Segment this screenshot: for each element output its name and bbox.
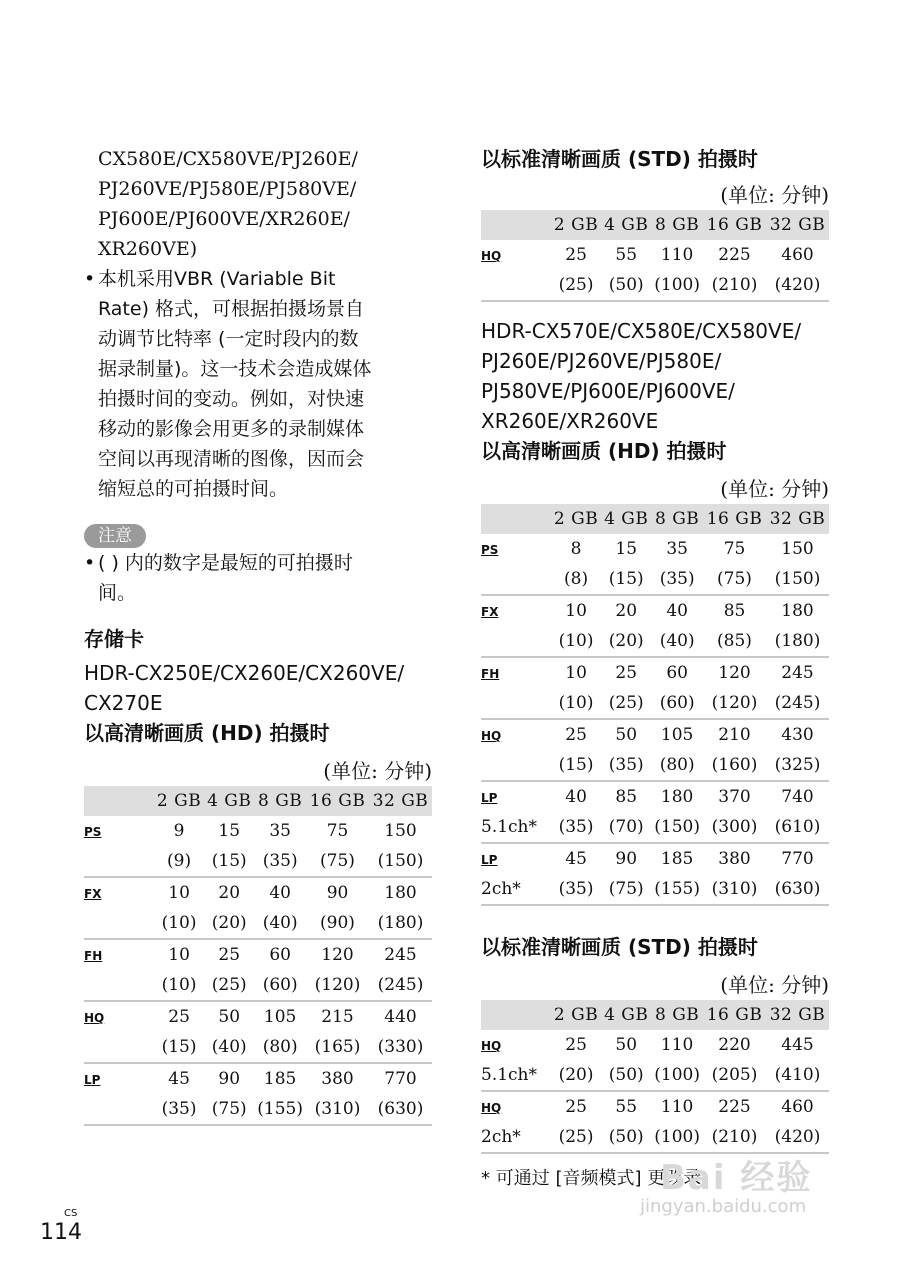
mode-cell: [481, 843, 551, 874]
min-duration-cell: (15): [154, 1032, 204, 1063]
mode-cell: [481, 1091, 551, 1122]
mode-hq-icon: HQ: [84, 1011, 105, 1025]
min-duration-cell: (80): [651, 750, 703, 781]
column-header: 32 GB: [766, 210, 829, 240]
mode-ps-icon: PS: [481, 543, 499, 557]
mode-cell: [481, 240, 551, 270]
duration-cell: 245: [384, 945, 417, 965]
duration-cell: 25: [168, 1007, 190, 1027]
page-lang: CS: [64, 1208, 78, 1219]
table-row: [481, 595, 829, 626]
mode-hq-icon: HQ: [481, 1101, 502, 1115]
mode-sub-cell: [84, 1032, 154, 1063]
hd-heading: 以高清晰画质 (HD) 拍摄时: [84, 721, 330, 745]
min-duration-cell: (60): [254, 970, 306, 1001]
std-heading: 以标准清晰画质 (STD) 拍摄时: [481, 147, 758, 171]
duration-cell: 10: [168, 883, 190, 903]
table-row: [481, 781, 829, 812]
unit-label: (单位: 分钟): [720, 477, 829, 501]
duration-cell: 35: [269, 821, 291, 841]
column-header: 8 GB: [651, 504, 703, 534]
duration-cell: 120: [321, 945, 354, 965]
mode-sub-cell: [481, 688, 551, 719]
header-corner: [481, 210, 551, 240]
min-duration-cell: (35): [154, 1094, 204, 1125]
mode-fx-icon: FX: [481, 605, 499, 619]
right-column: [481, 0, 829, 1194]
min-duration-cell: (310): [306, 1094, 369, 1125]
mode-sub-cell: [84, 1094, 154, 1125]
min-duration-cell: (90): [306, 908, 369, 939]
duration-cell: 9: [173, 821, 185, 841]
duration-cell: 85: [723, 601, 746, 621]
mode-lp-icon: LP: [84, 1073, 101, 1087]
table-header-row: [481, 1000, 829, 1030]
text-line: 动调节比特率 (一定时段内的数: [98, 328, 359, 350]
table-row: [481, 688, 829, 719]
text-line: HDR-CX250E/CX260E/CX260VE/: [84, 661, 405, 685]
min-duration-cell: (25): [551, 270, 601, 301]
duration-cell: 50: [615, 1035, 638, 1055]
text-line: CX270E: [84, 691, 163, 715]
duration-cell: 380: [321, 1069, 354, 1089]
min-duration-cell: (50): [601, 1060, 651, 1091]
mode-cell: [481, 719, 551, 750]
min-duration-cell: (100): [651, 1122, 703, 1153]
duration-cell: 245: [781, 663, 814, 683]
duration-cell: 8: [570, 539, 582, 559]
duration-cell: 185: [263, 1069, 297, 1089]
table-row: [481, 750, 829, 781]
min-duration-cell: (35): [551, 812, 601, 843]
min-duration-cell: (15): [204, 846, 254, 877]
mode-cell: [481, 534, 551, 564]
duration-cell: 90: [326, 883, 349, 903]
duration-cell: 55: [615, 1097, 638, 1117]
min-duration-cell: (75): [204, 1094, 254, 1125]
mode-cell: [481, 1030, 551, 1060]
table-row: [481, 657, 829, 688]
duration-cell: 60: [666, 663, 688, 683]
table-row: [481, 719, 829, 750]
column-header: 8 GB: [651, 1000, 703, 1030]
table-row: [481, 240, 829, 270]
model-list: [481, 316, 829, 436]
vbr-bullet: [84, 264, 432, 504]
min-duration-cell: (150): [651, 812, 703, 843]
duration-cell: 75: [326, 821, 349, 841]
mode-sub-cell: [481, 812, 551, 843]
mode-hq-icon: HQ: [481, 729, 502, 743]
min-duration-cell: (205): [703, 1060, 766, 1091]
mode-sub-cell: [481, 564, 551, 595]
duration-cell: 150: [384, 821, 417, 841]
header-corner: [84, 786, 154, 816]
min-duration-cell: (300): [703, 812, 766, 843]
duration-cell: 25: [565, 725, 587, 745]
min-duration-cell: (165): [306, 1032, 369, 1063]
text-line: XR260VE): [98, 238, 198, 260]
mode-sub-cell: [84, 908, 154, 939]
duration-cell: 45: [168, 1069, 190, 1089]
mode-sub-cell: [481, 270, 551, 301]
min-duration-cell: (310): [703, 874, 766, 905]
table-header-row: [84, 786, 432, 816]
duration-cell: 50: [218, 1007, 241, 1027]
min-duration-cell: (10): [154, 970, 204, 1001]
duration-cell: 180: [384, 883, 417, 903]
duration-cell: 75: [723, 539, 746, 559]
unit-label: (单位: 分钟): [323, 759, 432, 783]
std-table-1: [481, 210, 829, 302]
duration-cell: 370: [718, 787, 751, 807]
mode-sub-cell: [481, 1122, 551, 1153]
duration-cell: 460: [781, 1097, 814, 1117]
table-row: [84, 1001, 432, 1032]
mode-cell: [481, 657, 551, 688]
text-line: ( ) 内的数字是最短的可拍摄时: [98, 552, 353, 574]
mode-ps-icon: PS: [84, 825, 102, 839]
duration-cell: 110: [660, 245, 694, 265]
min-duration-cell: (180): [766, 626, 829, 657]
text-line: 缩短总的可拍摄时间。: [98, 478, 289, 500]
mode-sub-cell: [84, 846, 154, 877]
duration-cell: 150: [781, 539, 814, 559]
note-section: [84, 524, 432, 548]
table-header-row: [481, 210, 829, 240]
mode-sub-cell: [481, 1060, 551, 1091]
min-duration-cell: (100): [651, 1060, 703, 1091]
text-line: 间。: [98, 582, 137, 604]
duration-cell: 10: [168, 945, 190, 965]
mode-sub-cell: [481, 626, 551, 657]
duration-cell: 105: [263, 1007, 297, 1027]
mode-cell: [84, 1063, 154, 1094]
column-header: 16 GB: [703, 210, 766, 240]
min-duration-cell: (10): [551, 626, 601, 657]
duration-cell: 85: [615, 787, 638, 807]
min-duration-cell: (630): [766, 874, 829, 905]
duration-cell: 445: [781, 1035, 814, 1055]
audio-channel-label: 5.1ch*: [481, 1065, 538, 1085]
table-row: [481, 1122, 829, 1153]
duration-cell: 25: [218, 945, 241, 965]
duration-cell: 55: [615, 245, 638, 265]
min-duration-cell: (245): [766, 688, 829, 719]
column-header: 4 GB: [601, 1000, 651, 1030]
hd-table-right: [481, 504, 829, 906]
min-duration-cell: (180): [369, 908, 432, 939]
min-duration-cell: (70): [601, 812, 651, 843]
min-duration-cell: (75): [306, 846, 369, 877]
min-duration-cell: (120): [703, 688, 766, 719]
model-continuation: [84, 144, 432, 264]
min-duration-cell: (155): [254, 1094, 306, 1125]
text-line: PJ600E/PJ600VE/XR260E/: [98, 208, 350, 230]
duration-cell: 740: [781, 787, 814, 807]
mode-fh-icon: FH: [84, 949, 103, 963]
hd-table-left: [84, 786, 432, 1126]
std-heading: 以标准清晰画质 (STD) 拍摄时: [481, 935, 758, 959]
table-row: [84, 970, 432, 1001]
column-header: 32 GB: [369, 786, 432, 816]
table-row: [84, 1063, 432, 1094]
table-row: [481, 534, 829, 564]
duration-cell: 220: [718, 1035, 751, 1055]
text-line: PJ260VE/PJ580E/PJ580VE/: [98, 178, 357, 200]
text-line: 空间以再现清晰的图像，因而会: [98, 448, 365, 470]
column-header: 2 GB: [154, 786, 204, 816]
column-header: 32 GB: [766, 504, 829, 534]
mode-fx-icon: FX: [84, 887, 102, 901]
min-duration-cell: (40): [204, 1032, 254, 1063]
duration-cell: 40: [666, 601, 688, 621]
mode-cell: [84, 939, 154, 970]
min-duration-cell: (40): [651, 626, 703, 657]
bullet-dot: •: [84, 552, 96, 574]
min-duration-cell: (20): [204, 908, 254, 939]
duration-cell: 770: [384, 1069, 417, 1089]
text-line: 拍摄时间的变动。例如，对快速: [98, 388, 365, 410]
mode-cell: [481, 595, 551, 626]
column-header: 2 GB: [551, 504, 601, 534]
table-row: [481, 564, 829, 595]
min-duration-cell: (155): [651, 874, 703, 905]
duration-cell: 430: [781, 725, 814, 745]
text-line: 移动的影像会用更多的录制媒体: [98, 418, 365, 440]
duration-cell: 45: [565, 849, 587, 869]
duration-cell: 60: [269, 945, 291, 965]
min-duration-cell: (610): [766, 812, 829, 843]
duration-cell: 460: [781, 245, 814, 265]
table-row: [481, 812, 829, 843]
column-header: 32 GB: [766, 1000, 829, 1030]
min-duration-cell: (325): [766, 750, 829, 781]
duration-cell: 20: [615, 601, 638, 621]
mode-lp-icon: LP: [481, 853, 498, 867]
column-header: 4 GB: [204, 786, 254, 816]
table-row: [84, 816, 432, 846]
duration-cell: 180: [660, 787, 694, 807]
text-line: XR260E/XR260VE: [481, 409, 659, 433]
duration-cell: 25: [565, 245, 587, 265]
model-list: [84, 658, 432, 718]
min-duration-cell: (150): [766, 564, 829, 595]
audio-channel-label: 5.1ch*: [481, 817, 538, 837]
duration-cell: 40: [269, 883, 291, 903]
table-row: [481, 270, 829, 301]
audio-channel-label: 2ch*: [481, 879, 521, 899]
min-duration-cell: (420): [766, 1122, 829, 1153]
duration-cell: 225: [718, 245, 751, 265]
watermark-logo: Bai 经验: [660, 1158, 813, 1198]
unit-label: (单位: 分钟): [720, 973, 829, 997]
duration-cell: 380: [718, 849, 751, 869]
min-duration-cell: (15): [551, 750, 601, 781]
mode-cell: [84, 877, 154, 908]
column-header: 2 GB: [551, 210, 601, 240]
column-header: 4 GB: [601, 504, 651, 534]
table-row: [481, 1030, 829, 1060]
min-duration-cell: (120): [306, 970, 369, 1001]
min-duration-cell: (60): [651, 688, 703, 719]
mode-cell: [481, 781, 551, 812]
table-row: [481, 1091, 829, 1122]
bullet-dot: •: [84, 268, 96, 290]
table-row: [481, 874, 829, 905]
min-duration-cell: (210): [703, 270, 766, 301]
column-header: 4 GB: [601, 210, 651, 240]
mode-sub-cell: [481, 874, 551, 905]
mode-hq-icon: HQ: [481, 1039, 502, 1053]
watermark-url: jingyan.baidu.com: [640, 1196, 807, 1217]
text-line: PJ580VE/PJ600E/PJ600VE/: [481, 379, 735, 403]
unit-label: (单位: 分钟): [720, 183, 829, 207]
duration-cell: 225: [718, 1097, 751, 1117]
min-duration-cell: (25): [601, 688, 651, 719]
min-duration-cell: (330): [369, 1032, 432, 1063]
min-duration-cell: (25): [204, 970, 254, 1001]
text-line: PJ260E/PJ260VE/PJ580E/: [481, 349, 722, 373]
text-line: 本机采用VBR (Variable Bit: [98, 268, 336, 290]
audio-channel-label: 2ch*: [481, 1127, 521, 1147]
min-duration-cell: (50): [601, 270, 651, 301]
mode-cell: [84, 816, 154, 846]
duration-cell: 25: [565, 1097, 587, 1117]
table-row: [84, 877, 432, 908]
duration-cell: 35: [666, 539, 688, 559]
column-header: 2 GB: [551, 1000, 601, 1030]
min-duration-cell: (35): [651, 564, 703, 595]
note-badge: 注意: [84, 524, 146, 548]
min-duration-cell: (35): [254, 846, 306, 877]
column-header: 8 GB: [254, 786, 306, 816]
text-line: 据录制量)。这一技术会造成媒体: [98, 358, 372, 380]
min-duration-cell: (15): [601, 564, 651, 595]
mode-fh-icon: FH: [481, 667, 500, 681]
min-duration-cell: (75): [703, 564, 766, 595]
min-duration-cell: (35): [601, 750, 651, 781]
duration-cell: 110: [660, 1097, 694, 1117]
table-row: [84, 908, 432, 939]
duration-cell: 105: [660, 725, 694, 745]
duration-cell: 180: [781, 601, 814, 621]
min-duration-cell: (75): [601, 874, 651, 905]
table-row: [84, 939, 432, 970]
hd-heading: 以高清晰画质 (HD) 拍摄时: [481, 439, 727, 463]
min-duration-cell: (35): [551, 874, 601, 905]
column-header: 16 GB: [703, 1000, 766, 1030]
min-duration-cell: (25): [551, 1122, 601, 1153]
table-row: [84, 1032, 432, 1063]
header-corner: [481, 1000, 551, 1030]
duration-cell: 25: [615, 663, 638, 683]
min-duration-cell: (630): [369, 1094, 432, 1125]
note-bullet: [84, 548, 432, 608]
min-duration-cell: (80): [254, 1032, 306, 1063]
min-duration-cell: (245): [369, 970, 432, 1001]
text-line: Rate) 格式，可根据拍摄场景自: [98, 298, 365, 320]
duration-cell: 20: [218, 883, 241, 903]
min-duration-cell: (100): [651, 270, 703, 301]
min-duration-cell: (420): [766, 270, 829, 301]
duration-cell: 10: [565, 601, 587, 621]
duration-cell: 15: [615, 539, 638, 559]
duration-cell: 25: [565, 1035, 587, 1055]
duration-cell: 770: [781, 849, 814, 869]
min-duration-cell: (150): [369, 846, 432, 877]
text-line: CX580E/CX580VE/PJ260E/: [98, 148, 358, 170]
table-row: [481, 626, 829, 657]
min-duration-cell: (10): [154, 908, 204, 939]
page-number: 114: [40, 1220, 82, 1245]
min-duration-cell: (20): [601, 626, 651, 657]
table-row: [84, 1094, 432, 1125]
min-duration-cell: (9): [154, 846, 204, 877]
table-row: [481, 843, 829, 874]
header-corner: [481, 504, 551, 534]
duration-cell: 90: [615, 849, 638, 869]
text-line: HDR-CX570E/CX580E/CX580VE/: [481, 319, 802, 343]
table-row: [481, 1060, 829, 1091]
column-header: 8 GB: [651, 210, 703, 240]
min-duration-cell: (20): [551, 1060, 601, 1091]
mode-hq-icon: HQ: [481, 249, 502, 263]
mode-lp-icon: LP: [481, 791, 498, 805]
table-row: [84, 846, 432, 877]
min-duration-cell: (410): [766, 1060, 829, 1091]
std-table-2: [481, 1000, 829, 1154]
duration-cell: 210: [718, 725, 751, 745]
column-header: 16 GB: [703, 504, 766, 534]
column-header: 16 GB: [306, 786, 369, 816]
left-column: [84, 0, 432, 1126]
duration-cell: 185: [660, 849, 694, 869]
min-duration-cell: (210): [703, 1122, 766, 1153]
min-duration-cell: (85): [703, 626, 766, 657]
duration-cell: 10: [565, 663, 587, 683]
duration-cell: 40: [565, 787, 587, 807]
min-duration-cell: (40): [254, 908, 306, 939]
footnote: * 可通过 [音频模式] 更改录: [481, 1168, 702, 1189]
duration-cell: 440: [384, 1007, 417, 1027]
mode-cell: [84, 1001, 154, 1032]
mode-sub-cell: [84, 970, 154, 1001]
table-header-row: [481, 504, 829, 534]
min-duration-cell: (50): [601, 1122, 651, 1153]
duration-cell: 90: [218, 1069, 241, 1089]
duration-cell: 215: [321, 1007, 354, 1027]
min-duration-cell: (160): [703, 750, 766, 781]
min-duration-cell: (10): [551, 688, 601, 719]
duration-cell: 120: [718, 663, 751, 683]
duration-cell: 110: [660, 1035, 694, 1055]
mode-sub-cell: [481, 750, 551, 781]
min-duration-cell: (8): [551, 564, 601, 595]
section-title: 存储卡: [84, 627, 144, 651]
duration-cell: 50: [615, 725, 638, 745]
duration-cell: 15: [218, 821, 241, 841]
